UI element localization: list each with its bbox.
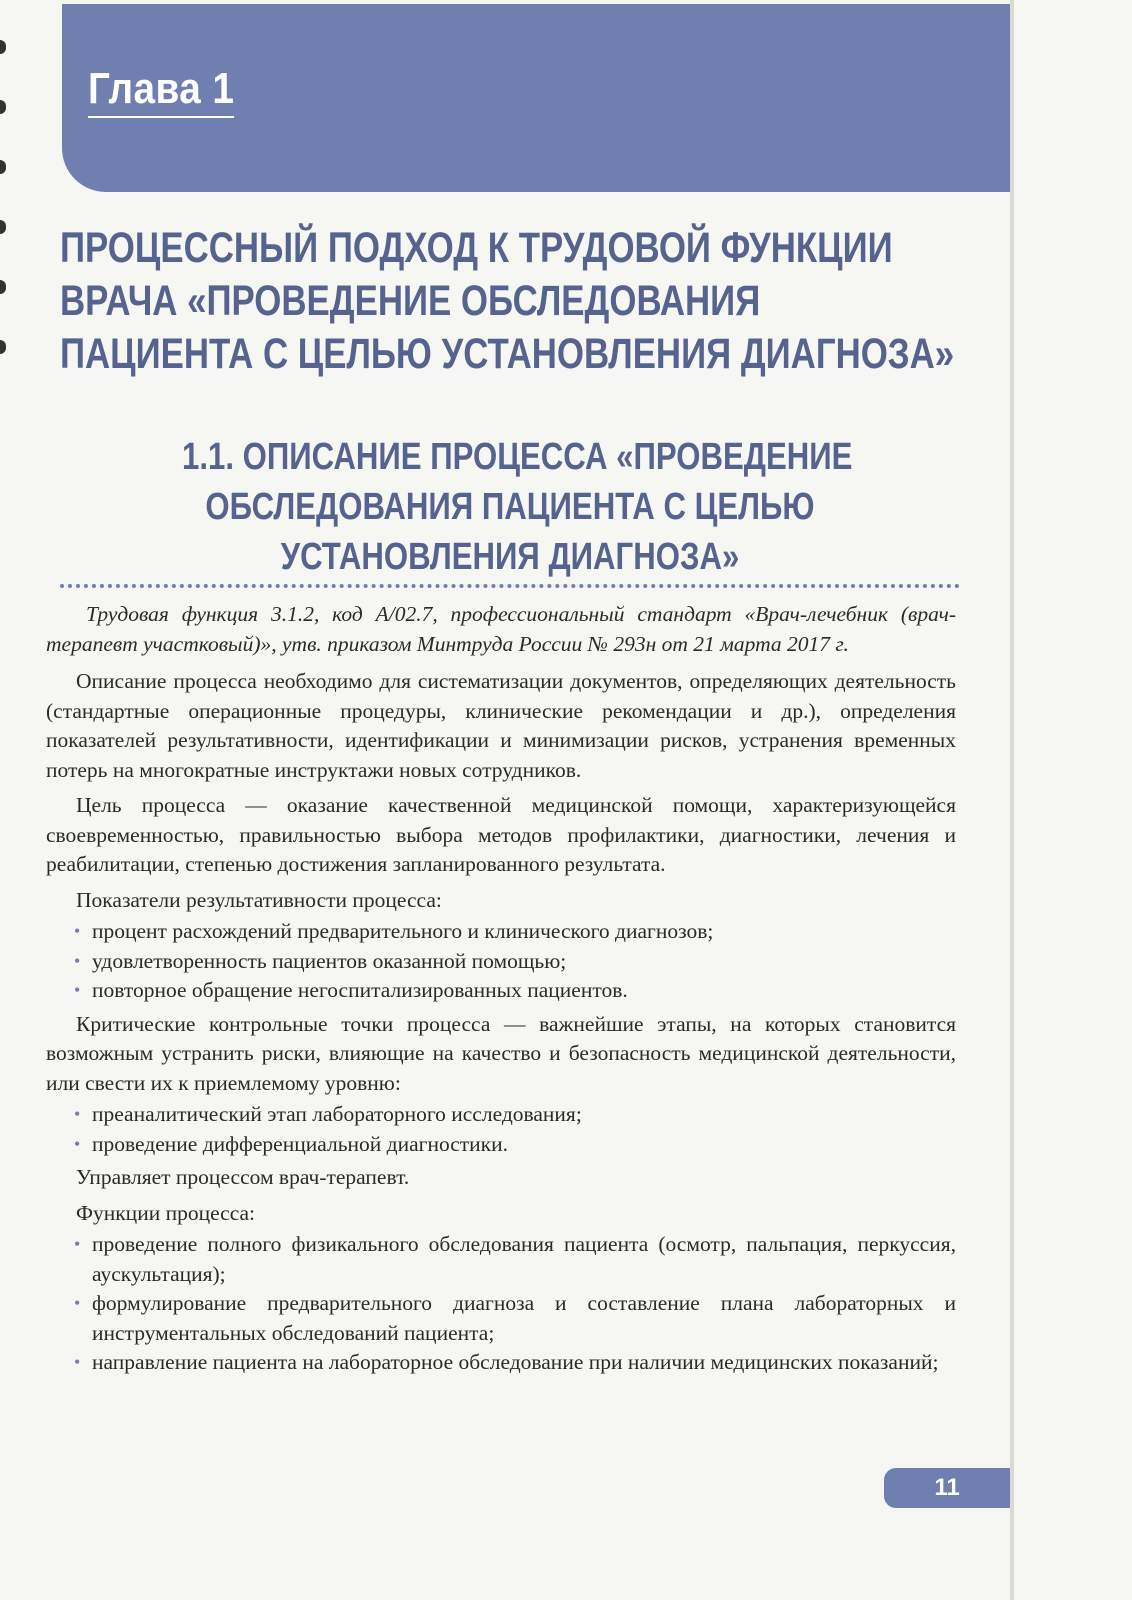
dotted-divider	[60, 584, 960, 588]
list-item: • преаналитический этап лабораторного исследования;	[46, 1100, 956, 1130]
functions-intro: Функции процесса:	[76, 1200, 256, 1225]
critical-points-list	[46, 1100, 956, 1159]
page-number: 11	[884, 1468, 1010, 1508]
page-edge	[1010, 0, 1014, 1600]
critical-points-intro: Критические контрольные точки процесса — важнейшие этапы, на которых становится возможным устранить риски, влияющие на качество и безопасность медицинской деятельности, или свести их к приемлемому уровню:	[46, 1011, 956, 1095]
indicators-list	[46, 917, 956, 1006]
process-manager: Управляет процессом врач-терапевт.	[76, 1165, 410, 1189]
functions-list	[46, 1230, 956, 1378]
section-title	[182, 432, 853, 582]
body-text	[46, 600, 956, 1382]
section-title-line: ОБСЛЕДОВАНИЯ ПАЦИЕНТА С ЦЕЛЬЮ	[205, 486, 815, 528]
list-item: • удовлетворенность пациентов оказанной помощью;	[46, 947, 956, 977]
standard-reference: Трудовая функция 3.1.2, код A/02.7, профессиональный стандарт «Врач-лечебник (врач-терапевт участковый)», утв. приказом Минтруда России № 293н от 21 марта 2017 г.	[46, 602, 956, 656]
chapter-title-line: ВРАЧА «ПРОВЕДЕНИЕ ОБСЛЕДОВАНИЯ	[60, 277, 761, 325]
list-item: • формулирование предварительного диагноза и составление плана лабораторных и инструментальных обследований пациента;	[46, 1289, 956, 1348]
list-item: • повторное обращение негоспитализированных пациентов.	[46, 976, 956, 1006]
chapter-label: Глава 1	[88, 64, 234, 118]
list-item: • проведение дифференциальной диагностики.	[46, 1130, 956, 1160]
section-title-line: 1.1. ОПИСАНИЕ ПРОЦЕССА «ПРОВЕДЕНИЕ	[182, 436, 853, 478]
indicators-intro: Показатели результативности процесса:	[76, 887, 442, 912]
paragraph-goal: Цель процесса — оказание качественной медицинской помощи, характеризующейся своевременностью, правильностью выбора методов профилактики, диагностики, лечения и реабилитации, степенью достижения запланированного результата.	[46, 793, 956, 876]
list-item: • процент расхождений предварительного и клинического диагнозов;	[46, 917, 956, 947]
paragraph-description: Описание процесса необходимо для систематизации документов, определяющих деятельность (стандартные операционные процедуры, клинические рекомендации и др.), определения показателей результативности, идентификации и минимизации рисков, устранения временных потерь на многократные инструктажи новых сотрудников.	[46, 669, 956, 782]
section-title-line: УСТАНОВЛЕНИЯ ДИАГНОЗА»	[280, 536, 740, 578]
chapter-title-line: ПАЦИЕНТА С ЦЕЛЬЮ УСТАНОВЛЕНИЯ ДИАГНОЗА»	[60, 330, 955, 378]
list-item: • проведение полного физикального обследования пациента (осмотр, пальпация, перкуссия, аускультация);	[46, 1230, 956, 1289]
list-item: • направление пациента на лабораторное обследование при наличии медицинских показаний;	[46, 1348, 956, 1378]
chapter-title-line: ПРОЦЕССНЫЙ ПОДХОД К ТРУДОВОЙ ФУНКЦИИ	[60, 224, 893, 272]
chapter-title	[60, 222, 955, 381]
